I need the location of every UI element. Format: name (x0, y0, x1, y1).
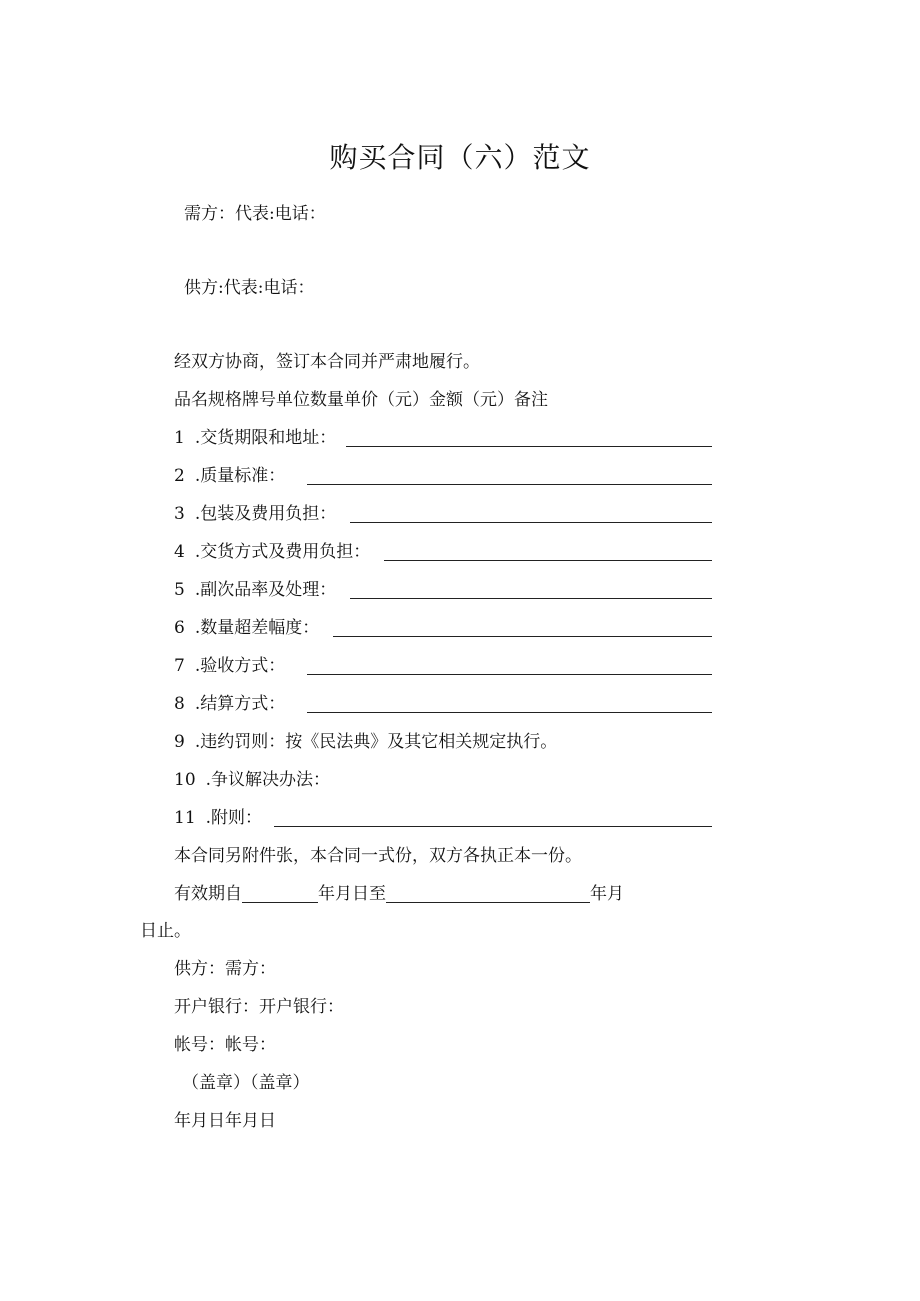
clause-number: 4 (174, 542, 185, 562)
copies-text: 本合同另附件张，本合同一式份，双方各执正本一份。 (174, 846, 582, 866)
validity-end: 日止。 (140, 921, 191, 941)
clause-9 (174, 729, 712, 753)
seal-line: （盖章）（盖章） (182, 1073, 310, 1093)
clause-11 (174, 805, 712, 829)
page-title: 购买合同（六）范文 (329, 141, 591, 174)
validity-line (174, 883, 624, 905)
end-year-blank[interactable] (386, 886, 590, 903)
clause-5 (174, 577, 712, 601)
clause-number: 8 (174, 694, 185, 714)
clause-number: 10 (174, 770, 196, 790)
clause-label: .违约罚则：按《民法典》及其它相关规定执行。 (194, 732, 558, 752)
start-year-blank[interactable] (242, 886, 318, 903)
clause-number: 9 (174, 732, 185, 752)
clause-2 (174, 463, 712, 487)
clause-8 (174, 691, 712, 715)
fill-line[interactable] (307, 694, 712, 713)
clause-10 (174, 767, 712, 791)
seller-line: 供方:代表:电话： (184, 278, 315, 298)
clause-label: .争议解决办法： (205, 770, 331, 790)
clause-number: 7 (174, 656, 185, 676)
intro-text: 经双方协商，签订本合同并严肃地履行。 (174, 352, 480, 372)
fill-line[interactable] (350, 580, 712, 599)
clause-number: 1 (174, 428, 185, 448)
clause-1 (174, 425, 712, 449)
account-line: 帐号：帐号： (174, 1035, 276, 1055)
validity-mid: 年月日至 (318, 884, 386, 904)
clause-label: .数量超差幅度： (194, 618, 320, 638)
validity-prefix: 有效期自 (174, 884, 242, 904)
clause-number: 11 (174, 808, 196, 828)
clause-7 (174, 653, 712, 677)
clause-label: .附则： (205, 808, 263, 828)
clause-number: 6 (174, 618, 185, 638)
clause-4 (174, 539, 712, 563)
clause-label: .结算方式： (194, 694, 286, 714)
fill-line[interactable] (350, 504, 712, 523)
clause-6 (174, 615, 712, 639)
table-header: 品名规格牌号单位数量单价（元）金额（元）备注 (174, 390, 548, 410)
clause-3 (174, 501, 712, 525)
fill-line[interactable] (307, 656, 712, 675)
clause-label: .交货方式及费用负担： (194, 542, 371, 562)
clause-number: 5 (174, 580, 185, 600)
clause-label: .包装及费用负担： (194, 504, 337, 524)
fill-line[interactable] (307, 466, 712, 485)
clause-label: .验收方式： (194, 656, 286, 676)
validity-suffix: 年月 (590, 884, 624, 904)
sign-parties: 供方：需方： (174, 959, 276, 979)
clause-label: .交货期限和地址： (194, 428, 337, 448)
fill-line[interactable] (274, 808, 712, 827)
fill-line[interactable] (384, 542, 712, 561)
clause-number: 2 (174, 466, 185, 486)
clause-label: .副次品率及处理： (194, 580, 337, 600)
fill-line[interactable] (333, 618, 712, 637)
bank-line: 开户银行：开户银行： (174, 997, 344, 1017)
date-line: 年月日年月日 (174, 1111, 276, 1131)
buyer-line: 需方：代表:电话： (184, 204, 326, 224)
clause-label: .质量标准： (194, 466, 286, 486)
fill-line[interactable] (346, 428, 712, 447)
clause-number: 3 (174, 504, 185, 524)
